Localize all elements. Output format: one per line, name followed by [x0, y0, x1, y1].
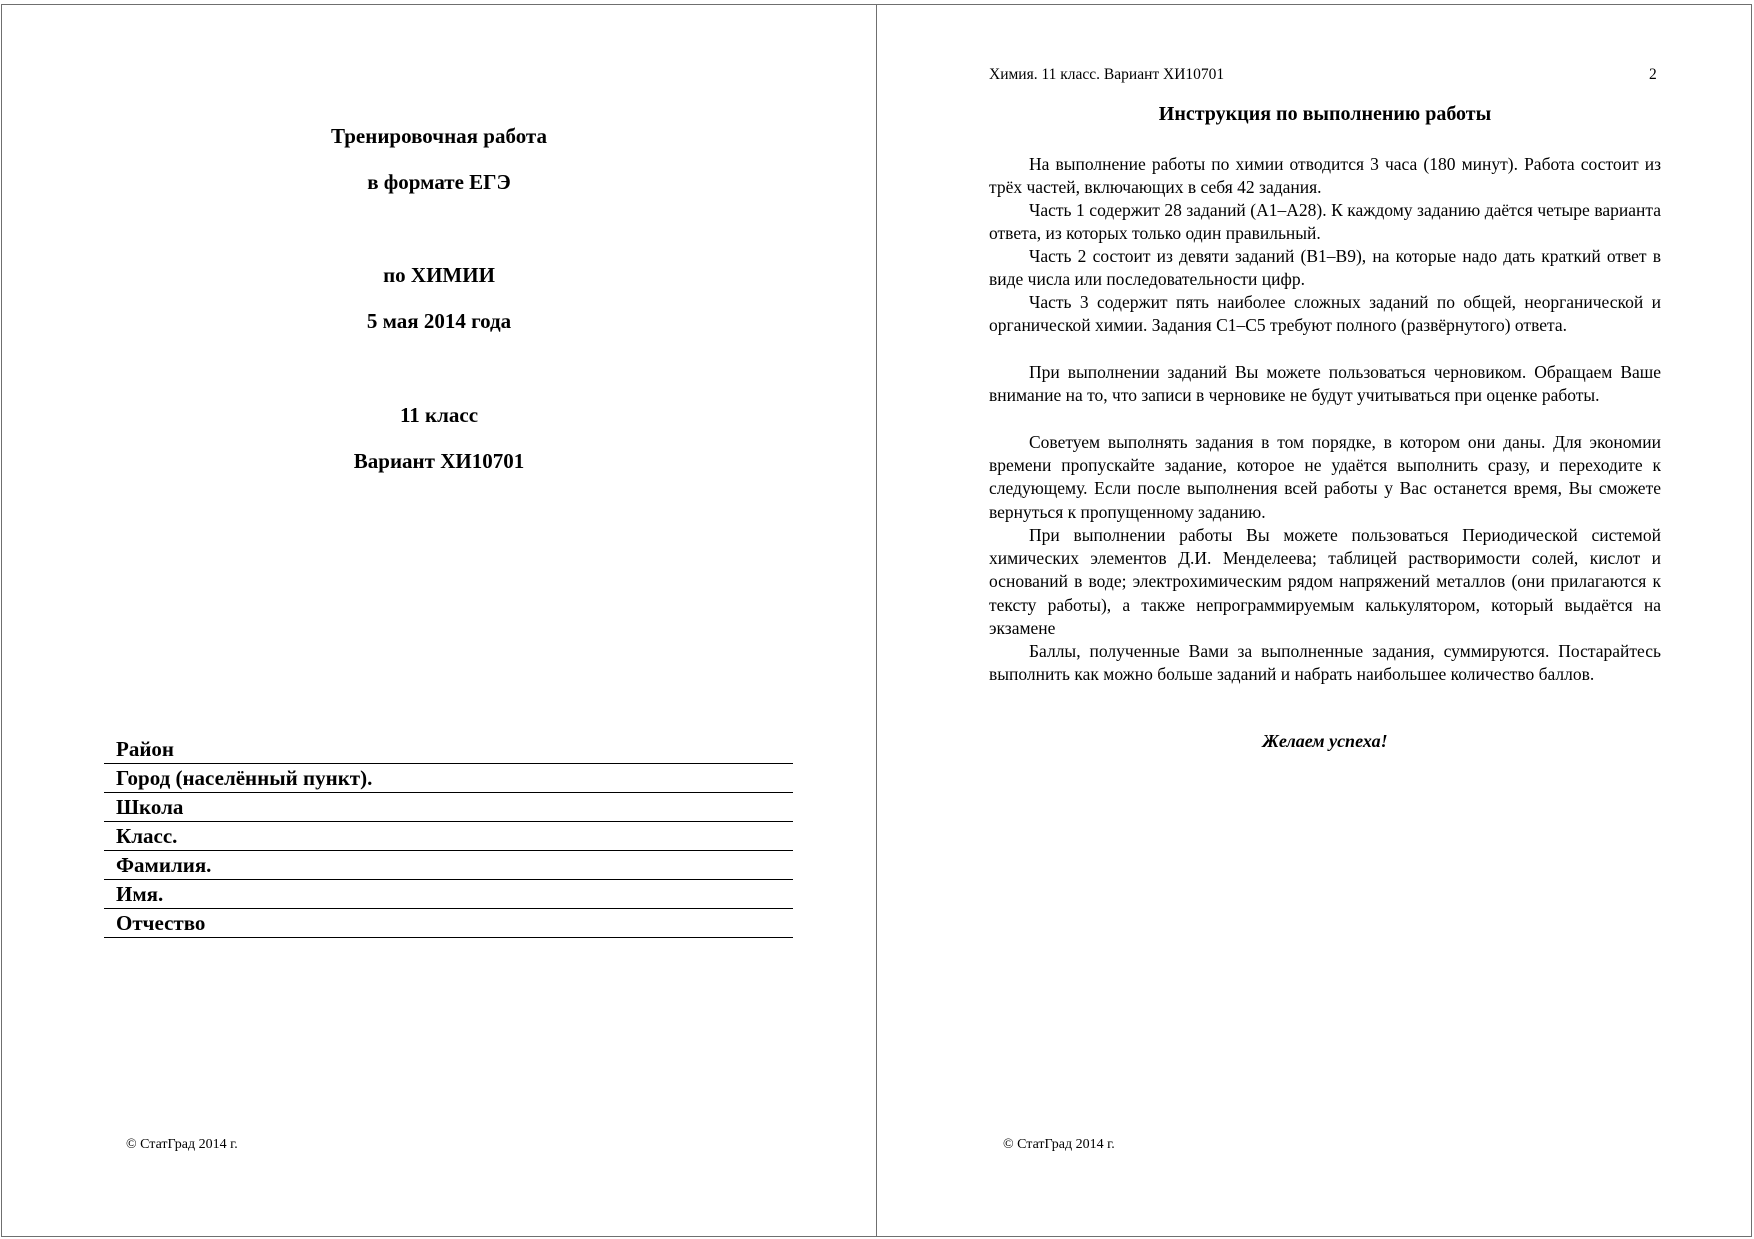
cover-page [2, 4, 876, 1237]
form-field-label: Отчество [116, 911, 206, 935]
cover-grade: 11 класс [399, 403, 479, 427]
form-field-district[interactable] [104, 735, 793, 764]
running-header: Химия. 11 класс. Вариант ХИ10701 [989, 66, 1225, 83]
instruction-paragraph-8: Баллы, полученные Вами за выполненные задания, суммируются. Постарайтесь выполнить как можно больше заданий и набрать наибольшее количество баллов. [989, 641, 1661, 685]
instruction-paragraph-2: Часть 1 содержит 28 заданий (А1–А28). К каждому заданию даётся четыре варианта ответа, из которых только один правильный. [989, 200, 1661, 244]
copyright-left: © СтатГрад 2014 г. [126, 1137, 238, 1152]
cover-date: 5 мая 2014 года [366, 309, 512, 333]
page-number: 2 [1649, 66, 1657, 83]
form-field-name[interactable] [104, 880, 793, 909]
form-field-patronymic[interactable] [104, 909, 793, 938]
cover-title-line-1: Тренировочная работа [331, 124, 547, 148]
form-field-label: Фамилия. [116, 853, 212, 877]
instruction-title: Инструкция по выполнению работы [1158, 103, 1492, 125]
instruction-paragraph-3: Часть 2 состоит из девяти заданий (В1–В9), на которые надо дать краткий ответ в виде числа или последовательности цифр. [989, 246, 1661, 290]
form-field-class[interactable] [104, 822, 793, 851]
instruction-paragraph-5: При выполнении заданий Вы можете пользоваться черновиком. Обращаем Ваше внимание на то, что записи в черновике не будут учитываться при оценке работы. [989, 362, 1661, 406]
form-field-school[interactable] [104, 793, 793, 822]
cover-variant: Вариант ХИ10701 [353, 449, 525, 473]
form-field-city[interactable] [104, 764, 793, 793]
form-field-label: Класс. [116, 824, 178, 848]
form-field-label: Школа [116, 795, 184, 819]
closing-wish: Желаем успеха! [1262, 731, 1388, 751]
form-field-label: Район [116, 737, 175, 761]
cover-title-line-2: в формате ЕГЭ [367, 170, 511, 194]
copyright-right: © СтатГрад 2014 г. [1003, 1137, 1115, 1152]
cover-subject: по ХИМИИ [383, 263, 495, 287]
instruction-paragraph-1: На выполнение работы по химии отводится 3 часа (180 минут). Работа состоит из трёх частей, включающих в себя 42 задания. [989, 154, 1661, 198]
instruction-paragraph-6: Советуем выполнять задания в том порядке, в котором они даны. Для экономии времени пропускайте задание, которое не удаётся выполнить сразу, и переходите к следующему. Если после выполнения всей работы у Вас останется время, Вы сможете вернуться к пропущенному заданию. [989, 432, 1661, 522]
form-field-label: Город (населённый пункт). [116, 766, 373, 790]
instruction-paragraph-4: Часть 3 содержит пять наиболее сложных заданий по общей, неорганической и органической химии. Задания С1–С5 требуют полного (развёрнутого) ответа. [989, 292, 1661, 336]
instruction-paragraph-7: При выполнении работы Вы можете пользоваться Периодической системой химических элементов Д.И. Менделеева; таблицей растворимости солей, кислот и оснований в воде; электрохимическим рядом напряжений металлов (они прилагаются к тексту работы), а также непрограммируемым калькулятором, который выдаётся на экзамене [989, 525, 1661, 638]
form-field-surname[interactable] [104, 851, 793, 880]
form-field-label: Имя. [116, 882, 164, 906]
instruction-page [877, 4, 1752, 1237]
